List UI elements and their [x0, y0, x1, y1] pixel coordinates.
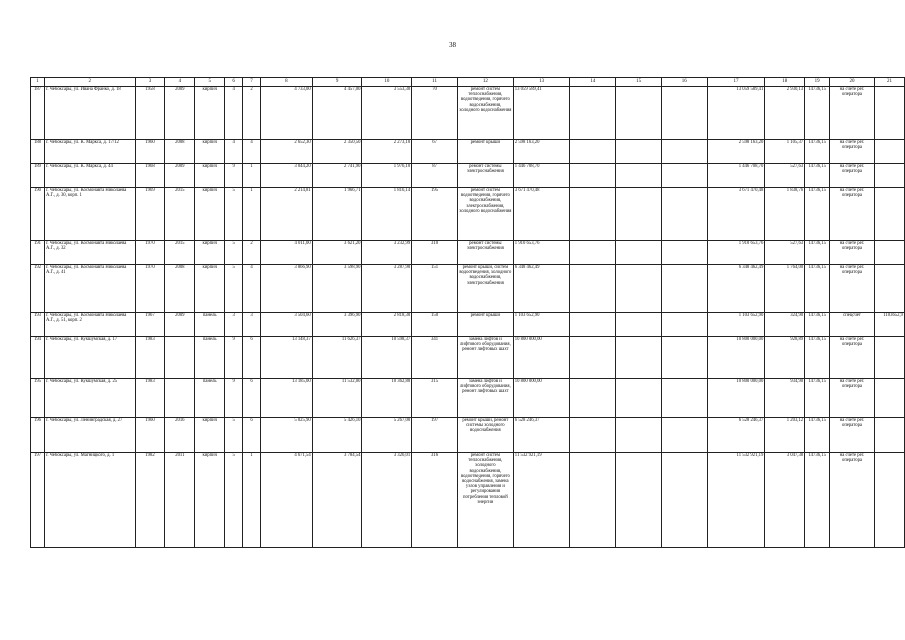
- cell-total-area: 3 866,90: [260, 265, 312, 313]
- cell-wall-material: панель: [195, 337, 225, 379]
- cell-fund-method: на счете рег. оператора: [830, 379, 875, 418]
- cell-residents: 87: [412, 164, 458, 188]
- cell-owners-cost: 1 103 652,90: [707, 313, 765, 337]
- cell-special-account-sum: [874, 379, 904, 418]
- cell-max-cost-per-sqm: 14736,15: [805, 337, 830, 379]
- cell-max-cost-per-sqm: 14736,15: [805, 87, 830, 140]
- cell-year-built: 1967: [135, 313, 165, 337]
- column-number-8: 8: [260, 78, 312, 87]
- cell-area-residential: 10 362,80: [362, 379, 412, 418]
- cell-year-last-repair: 2016: [165, 418, 195, 453]
- cell-total-cost: 1 910 653,76: [513, 241, 570, 265]
- cell-floors: 4: [225, 87, 243, 140]
- cell-entrances: 6: [243, 418, 261, 453]
- cell-residents: 341: [412, 337, 458, 379]
- cell-budget-local: [661, 164, 707, 188]
- cell-row-number: 190: [31, 188, 45, 241]
- cell-budget-republic: [616, 164, 662, 188]
- column-number-17: 17: [707, 78, 765, 87]
- cell-max-cost-per-sqm: 14736,15: [805, 418, 830, 453]
- cell-row-number: 188: [31, 140, 45, 164]
- column-number-7: 7: [243, 78, 261, 87]
- column-number-3: 3: [135, 78, 165, 87]
- cell-cost-per-sqm: 934,90: [765, 379, 805, 418]
- cell-year-last-repair: 2011: [165, 453, 195, 548]
- cell-wall-material: кирпич: [195, 188, 225, 241]
- cell-wall-material: кирпич: [195, 87, 225, 140]
- cell-year-last-repair: 2015: [165, 188, 195, 241]
- cell-year-built: 1968: [135, 164, 165, 188]
- cell-residents: 67: [412, 140, 458, 164]
- cell-wall-material: кирпич: [195, 265, 225, 313]
- cell-area-premises: 11 532,00: [312, 379, 362, 418]
- cell-repair-works: замена лифтов и лифтового оборудования, ремонт лифтовых шахт: [457, 379, 513, 418]
- column-number-13: 13: [513, 78, 570, 87]
- cell-address: г. Чебоксары, ул. К. Маркса, д. 44: [44, 164, 135, 188]
- cell-total-area: 3 044,20: [260, 164, 312, 188]
- cell-area-premises: 1 966,71: [312, 188, 362, 241]
- cell-repair-works: ремонт систем водоотведения, горячего водоснабжения, электроснабжения, холодного водоснабжения: [457, 188, 513, 241]
- cell-budget-local: [661, 337, 707, 379]
- cell-floors: 4: [225, 140, 243, 164]
- cell-repair-works: ремонт крыши: [457, 140, 513, 164]
- cell-budget-local: [661, 188, 707, 241]
- cell-floors: 5: [225, 418, 243, 453]
- cell-total-area: 13 185,00: [260, 379, 312, 418]
- cell-year-last-repair: [165, 379, 195, 418]
- cell-row-number: 192: [31, 265, 45, 313]
- cell-fund-method: спецсчет: [830, 313, 875, 337]
- cell-special-account-sum: [874, 241, 904, 265]
- cell-address: г. Чебоксары, ул. Космонавта Николаева А.Г., д. 32: [44, 241, 135, 265]
- cell-cost-per-sqm: 527,63: [765, 164, 805, 188]
- cell-fund-cost: [570, 188, 616, 241]
- cell-entrances: 4: [243, 265, 261, 313]
- cell-year-last-repair: 2009: [165, 313, 195, 337]
- cell-area-premises: 2 350,50: [312, 140, 362, 164]
- cell-special-account-sum: [874, 265, 904, 313]
- cell-max-cost-per-sqm: 14736,15: [805, 265, 830, 313]
- cell-row-number: 191: [31, 241, 45, 265]
- cell-cost-per-sqm: 3 047,38: [765, 453, 805, 548]
- table-row: [31, 87, 905, 140]
- cell-row-number: 193: [31, 313, 45, 337]
- column-number-16: 16: [661, 78, 707, 87]
- cell-fund-method: на счете рег. оператора: [830, 188, 875, 241]
- cell-total-cost: 1 103 652,90: [513, 313, 570, 337]
- cell-wall-material: кирпич: [195, 418, 225, 453]
- cell-total-cost: 13 059 589,41: [513, 87, 570, 140]
- cell-floors: 5: [225, 241, 243, 265]
- cell-total-cost: 10 800 000,00: [513, 379, 570, 418]
- cell-total-cost: 3 671 470,48: [513, 188, 570, 241]
- cell-total-area: 2 652,30: [260, 140, 312, 164]
- cell-special-account-sum: 1103652,9: [874, 313, 904, 337]
- cell-row-number: 197: [31, 453, 45, 548]
- cell-fund-cost: [570, 265, 616, 313]
- cell-budget-republic: [616, 379, 662, 418]
- cell-fund-cost: [570, 140, 616, 164]
- cell-residents: 150: [412, 313, 458, 337]
- cell-budget-republic: [616, 337, 662, 379]
- cell-floors: 3: [225, 313, 243, 337]
- cell-area-residential: 2 818,30: [362, 313, 412, 337]
- cell-total-area: 4 671,54: [260, 453, 312, 548]
- cell-fund-method: на счете рег. оператора: [830, 164, 875, 188]
- cell-address: г. Чебоксары, ул. Магницкого, д. 1: [44, 453, 135, 548]
- cell-budget-republic: [616, 453, 662, 548]
- cell-owners-cost: 6 528 246,37: [707, 418, 765, 453]
- cell-total-area: 13 148,37: [260, 337, 312, 379]
- cell-budget-local: [661, 265, 707, 313]
- cell-budget-republic: [616, 265, 662, 313]
- cell-year-last-repair: 2008: [165, 140, 195, 164]
- cell-budget-local: [661, 241, 707, 265]
- cell-owners-cost: 2 598 163,20: [707, 140, 765, 164]
- cell-address: г. Чебоксары, ул. Кукшумская, д. 25: [44, 379, 135, 418]
- table-row: [31, 140, 905, 164]
- cell-entrances: 1: [243, 188, 261, 241]
- cell-cost-per-sqm: 324,90: [765, 313, 805, 337]
- column-number-row: [31, 78, 905, 87]
- cell-fund-method: на счете рег. оператора: [830, 265, 875, 313]
- cell-cost-per-sqm: 1 203,12: [765, 418, 805, 453]
- cell-year-built: 1983: [135, 337, 165, 379]
- cell-area-residential: 3 287,90: [362, 265, 412, 313]
- cell-year-built: 1983: [135, 379, 165, 418]
- table-row: [31, 453, 905, 548]
- cell-entrances: 6: [243, 379, 261, 418]
- cell-wall-material: кирпич: [195, 241, 225, 265]
- cell-row-number: 196: [31, 418, 45, 453]
- capital-repair-table: [30, 77, 905, 548]
- cell-floors: 9: [225, 164, 243, 188]
- cell-year-built: 1982: [135, 453, 165, 548]
- cell-owners-cost: 1 446 708,70: [707, 164, 765, 188]
- cell-fund-cost: [570, 87, 616, 140]
- cell-entrances: 2: [243, 87, 261, 140]
- cell-address: г. Чебоксары, ул. Космонавта Николаева А.Г., д. 30, корп. 1: [44, 188, 135, 241]
- column-number-12: 12: [457, 78, 513, 87]
- cell-residents: 70: [412, 87, 458, 140]
- cell-cost-per-sqm: 1 105,37: [765, 140, 805, 164]
- cell-repair-works: ремонт систем теплоснабжения, водоотведения, горячего водоснабжения, холодного водоснабжения: [457, 87, 513, 140]
- cell-total-area: 3 504,60: [260, 313, 312, 337]
- cell-budget-republic: [616, 188, 662, 241]
- cell-special-account-sum: [874, 164, 904, 188]
- cell-row-number: 194: [31, 337, 45, 379]
- cell-budget-republic: [616, 140, 662, 164]
- cell-floors: 9: [225, 379, 243, 418]
- cell-floors: 9: [225, 337, 243, 379]
- cell-year-last-repair: 2015: [165, 241, 195, 265]
- table-row: [31, 418, 905, 453]
- column-number-10: 10: [362, 78, 412, 87]
- cell-budget-local: [661, 453, 707, 548]
- cell-row-number: 195: [31, 379, 45, 418]
- cell-fund-method: на счете рег. оператора: [830, 87, 875, 140]
- column-number-18: 18: [765, 78, 805, 87]
- cell-budget-local: [661, 313, 707, 337]
- cell-row-number: 189: [31, 164, 45, 188]
- cell-total-cost: 2 598 163,20: [513, 140, 570, 164]
- cell-fund-cost: [570, 164, 616, 188]
- cell-residents: 316: [412, 453, 458, 548]
- column-number-5: 5: [195, 78, 225, 87]
- cell-residents: 315: [412, 379, 458, 418]
- cell-year-built: 1960: [135, 418, 165, 453]
- cell-total-area: 5 025,90: [260, 418, 312, 453]
- table-row: [31, 188, 905, 241]
- cell-area-premises: 11 626,37: [312, 337, 362, 379]
- cell-fund-cost: [570, 418, 616, 453]
- cell-area-premises: 3 396,90: [312, 313, 362, 337]
- cell-owners-cost: 10 800 000,00: [707, 379, 765, 418]
- cell-area-premises: 5 426,10: [312, 418, 362, 453]
- cell-max-cost-per-sqm: 14736,15: [805, 140, 830, 164]
- cell-budget-local: [661, 87, 707, 140]
- cell-area-residential: 1 976,10: [362, 164, 412, 188]
- table-row: [31, 164, 905, 188]
- cell-owners-cost: 3 671 470,48: [707, 188, 765, 241]
- cell-budget-republic: [616, 87, 662, 140]
- capital-repair-table-sheet: [30, 77, 905, 548]
- cell-owners-cost: 6 348 462,49: [707, 265, 765, 313]
- column-number-19: 19: [805, 78, 830, 87]
- cell-year-last-repair: 2008: [165, 265, 195, 313]
- cell-budget-local: [661, 379, 707, 418]
- cell-total-area: 4 011,00: [260, 241, 312, 265]
- column-number-1: 1: [31, 78, 45, 87]
- cell-cost-per-sqm: 928,89: [765, 337, 805, 379]
- column-number-9: 9: [312, 78, 362, 87]
- table-row: [31, 241, 905, 265]
- cell-total-area: 4 733,00: [260, 87, 312, 140]
- column-number-6: 6: [225, 78, 243, 87]
- cell-year-last-repair: 2009: [165, 87, 195, 140]
- cell-year-built: 1970: [135, 265, 165, 313]
- cell-repair-works: ремонт крыши, систем водоотведения, холодного водоснабжения, электроснабжения: [457, 265, 513, 313]
- cell-entrances: 1: [243, 164, 261, 188]
- cell-fund-cost: [570, 313, 616, 337]
- cell-year-last-repair: 2009: [165, 164, 195, 188]
- cell-address: г. Чебоксары, ул. Кукшумская, д. 17: [44, 337, 135, 379]
- cell-area-premises: 3 621,20: [312, 241, 362, 265]
- cell-max-cost-per-sqm: 14736,15: [805, 241, 830, 265]
- cell-year-built: 1958: [135, 87, 165, 140]
- cell-entrances: 4: [243, 140, 261, 164]
- cell-area-premises: 2 741,90: [312, 164, 362, 188]
- cell-repair-works: ремонт систем теплоснабжения, холодного водоснабжения, водоотведения, горячего водоснабжения, замена узлов управления и регулирования потребления тепловой энергии: [457, 453, 513, 548]
- cell-owners-cost: 11 532 921,19: [707, 453, 765, 548]
- cell-entrances: 6: [243, 337, 261, 379]
- cell-year-last-repair: [165, 337, 195, 379]
- cell-entrances: 1: [243, 453, 261, 548]
- cell-fund-method: на счете рег. оператора: [830, 418, 875, 453]
- cell-cost-per-sqm: 2 930,13: [765, 87, 805, 140]
- cell-address: г. Чебоксары, ул. Космонавта Николаева А.Г., д. 41: [44, 265, 135, 313]
- column-number-21: 21: [874, 78, 904, 87]
- cell-owners-cost: 10 800 000,00: [707, 337, 765, 379]
- table-row: [31, 265, 905, 313]
- cell-area-residential: 3 553,30: [362, 87, 412, 140]
- cell-fund-cost: [570, 453, 616, 548]
- cell-max-cost-per-sqm: 14736,15: [805, 453, 830, 548]
- cell-cost-per-sqm: 1 838,76: [765, 188, 805, 241]
- cell-total-cost: 6 528 246,37: [513, 418, 570, 453]
- table-row: [31, 379, 905, 418]
- cell-budget-republic: [616, 418, 662, 453]
- cell-repair-works: ремонт системы электроснабжения: [457, 164, 513, 188]
- cell-total-cost: 6 348 462,49: [513, 265, 570, 313]
- cell-area-premises: 4 457,00: [312, 87, 362, 140]
- cell-address: г. Чебоксары, ул. К. Маркса, д. 17/12: [44, 140, 135, 164]
- cell-address: г. Чебоксары, ул. Ленинградская, д. 27: [44, 418, 135, 453]
- cell-wall-material: панель: [195, 313, 225, 337]
- cell-area-residential: 10 598,37: [362, 337, 412, 379]
- cell-area-residential: 3 232,99: [362, 241, 412, 265]
- cell-max-cost-per-sqm: 14736,15: [805, 164, 830, 188]
- table-row: [31, 313, 905, 337]
- cell-total-cost: 1 446 708,70: [513, 164, 570, 188]
- cell-area-residential: 2 273,10: [362, 140, 412, 164]
- cell-budget-republic: [616, 241, 662, 265]
- cell-owners-cost: 1 910 653,76: [707, 241, 765, 265]
- cell-year-built: 1960: [135, 140, 165, 164]
- cell-fund-method: на счете рег. оператора: [830, 241, 875, 265]
- cell-address: г. Чебоксары, ул. Ивана Франко, д. 18: [44, 87, 135, 140]
- cell-owners-cost: 13 059 589,41: [707, 87, 765, 140]
- cell-repair-works: ремонт крыши: [457, 313, 513, 337]
- cell-area-premises: 3 598,90: [312, 265, 362, 313]
- cell-fund-method: на счете рег. оператора: [830, 453, 875, 548]
- cell-area-premises: 3 784,54: [312, 453, 362, 548]
- cell-year-built: 1970: [135, 241, 165, 265]
- cell-entrances: 2: [243, 241, 261, 265]
- cell-fund-cost: [570, 337, 616, 379]
- cell-repair-works: замена лифтов и лифтового оборудования, ремонт лифтовых шахт: [457, 337, 513, 379]
- cell-max-cost-per-sqm: 14736,15: [805, 313, 830, 337]
- cell-special-account-sum: [874, 87, 904, 140]
- cell-max-cost-per-sqm: 14736,15: [805, 188, 830, 241]
- cell-total-area: 2 214,81: [260, 188, 312, 241]
- cell-max-cost-per-sqm: 14736,15: [805, 379, 830, 418]
- cell-budget-local: [661, 418, 707, 453]
- cell-total-cost: 10 800 000,00: [513, 337, 570, 379]
- cell-cost-per-sqm: 527,63: [765, 241, 805, 265]
- cell-floors: 5: [225, 188, 243, 241]
- cell-wall-material: кирпич: [195, 453, 225, 548]
- cell-residents: 151: [412, 265, 458, 313]
- cell-residents: 195: [412, 188, 458, 241]
- column-number-14: 14: [570, 78, 616, 87]
- cell-residents: 310: [412, 241, 458, 265]
- cell-fund-cost: [570, 379, 616, 418]
- column-number-4: 4: [165, 78, 195, 87]
- cell-wall-material: панель: [195, 379, 225, 418]
- cell-special-account-sum: [874, 453, 904, 548]
- cell-area-residential: 3 326,01: [362, 453, 412, 548]
- cell-fund-cost: [570, 241, 616, 265]
- cell-floors: 5: [225, 265, 243, 313]
- cell-special-account-sum: [874, 140, 904, 164]
- cell-budget-republic: [616, 313, 662, 337]
- cell-total-cost: 11 532 921,19: [513, 453, 570, 548]
- column-number-20: 20: [830, 78, 875, 87]
- cell-fund-method: на счете рег. оператора: [830, 337, 875, 379]
- column-number-2: 2: [44, 78, 135, 87]
- cell-repair-works: ремонт крыши, ремонт системы холодного водоснабжения: [457, 418, 513, 453]
- cell-row-number: 187: [31, 87, 45, 140]
- cell-entrances: 3: [243, 313, 261, 337]
- column-number-15: 15: [616, 78, 662, 87]
- cell-residents: 197: [412, 418, 458, 453]
- cell-fund-method: на счете рег. оператора: [830, 140, 875, 164]
- cell-special-account-sum: [874, 188, 904, 241]
- cell-area-residential: 5 267,00: [362, 418, 412, 453]
- cell-address: г. Чебоксары, ул. Космонавта Николаева А.Г., д. 51, корп. 2: [44, 313, 135, 337]
- cell-repair-works: ремонт системы электроснабжения: [457, 241, 513, 265]
- column-number-11: 11: [412, 78, 458, 87]
- cell-area-residential: 1 816,14: [362, 188, 412, 241]
- page-number: 38: [449, 41, 456, 49]
- cell-year-built: 1969: [135, 188, 165, 241]
- cell-special-account-sum: [874, 337, 904, 379]
- cell-cost-per-sqm: 1 764,00: [765, 265, 805, 313]
- cell-wall-material: кирпич: [195, 140, 225, 164]
- cell-wall-material: кирпич: [195, 164, 225, 188]
- cell-special-account-sum: [874, 418, 904, 453]
- cell-floors: 5: [225, 453, 243, 548]
- cell-budget-local: [661, 140, 707, 164]
- table-row: [31, 337, 905, 379]
